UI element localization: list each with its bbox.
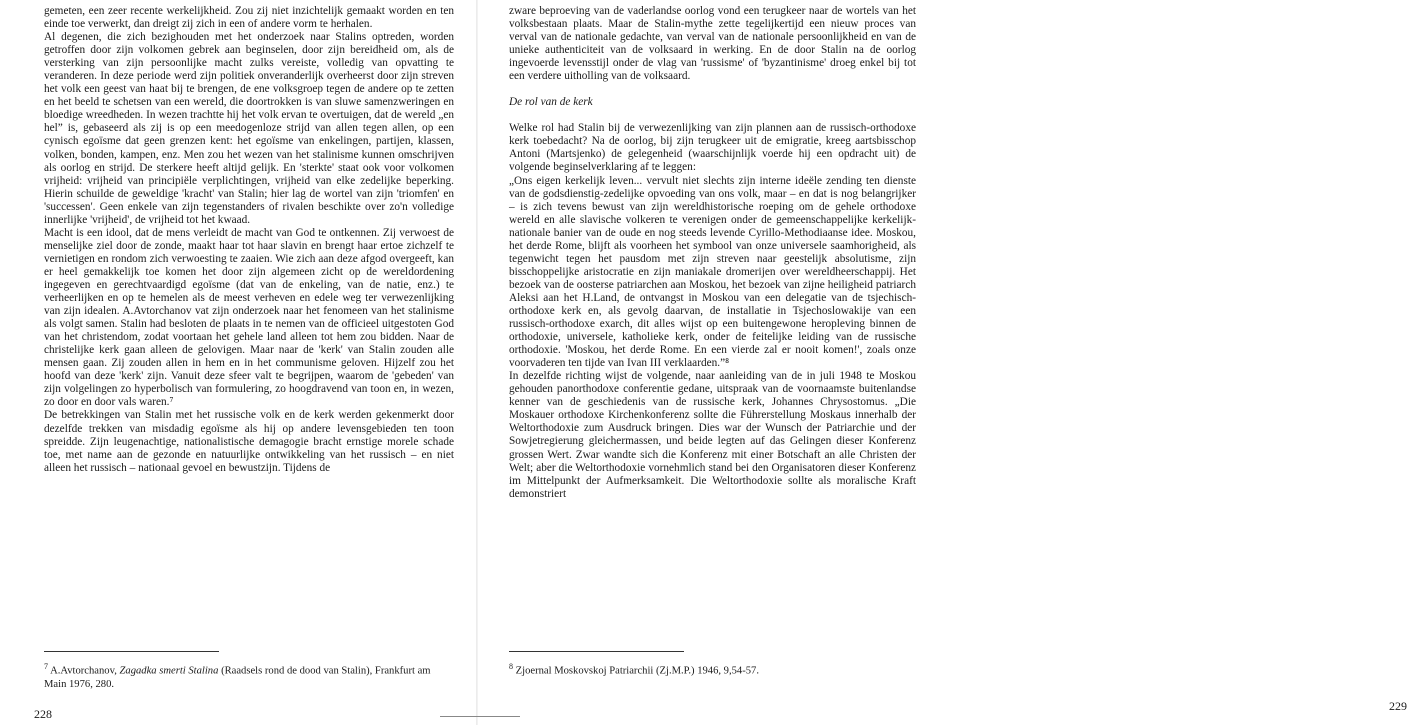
footnote-divider bbox=[44, 651, 219, 652]
section-heading: De rol van de kerk bbox=[509, 96, 593, 109]
paragraph: In dezelfde richting wijst de volgende, naar aanleiding van de in juli 1948 te Moskou gehouden panorthodoxe conferentie gedane, uitspraak van de voornaamste buitenlandse kenner van de geschiedenis van de russische kerk, Johannes Chrysostomus. „Die Moskauer orthodoxe Kirchenkonferenz sollte die Führerstellung Moskaus innerhalb der Weltorthodoxie zum Ausdruck bringen. Dies war der Wunsch der Patriarchie und der Sowjetregierung gleichermassen, und beide legten auf das Gelingen dieser Konferenz grossen Wert. Zwar wandte sich die Konferenz mit einer Botschaft an alle Christen der Welt; aber die Weltorthodoxie vornehmlich stand bei den Organisatoren dieser Konferenz im Mittelpunkt der Aufmerksamkeit. Die Weltorthodoxie sollte als moralische Kraft demonstriert bbox=[509, 370, 916, 500]
footnote bbox=[509, 660, 916, 678]
paragraph: gemeten, een zeer recente werkelijkheid. Zou zij niet inzichtelijk gemaakt worden en ten einde toe verwerkt, dan dreigt zij zich in een of andere vorm te herhalen. bbox=[44, 5, 454, 31]
footnote-text: Zjoernal Moskovskoj Patriarchii (Zj.M.P.) 1946, 9,54-57. bbox=[515, 665, 759, 677]
quote-paragraph: „Ons eigen kerkelijk leven... vervult niet slechts zijn interne ideële zending ten dienste van de godsdienstig-zedelijke opvoeding van ons volk, maar – en dat is nog belangrijker – is zich tevens bewust van zijn wereldhistorische roeping om de gehele orthodoxe wereld en alle slavische volkeren te verenigen onder de gemeenschappelijke kerkelijk-nationale banier van de oude en nog steeds levende Cyrillo-Methodiaanse idee. Moskou, het derde Rome, blijft als voorheen het symbool van onze universele saamhorigheid, als tegenwicht tegen het pausdom met zijn streven naar geestelijk absolutisme, zijn bisschoppelijke aristocratie en zijn maniakale dromerijen over wereldheerschappij. Het bezoek van de oosterse patriarchen aan Moskou, het bezoek van zijne heiligheid patriarch Aleksi aan het H.Land, de ontvangst in Moskou van een delegatie van de tsjechisch-orthodoxe kerk en, als gevolg daarvan, de installatie in Tsjechoslowakije van een russisch-orthodoxe exarch, dit alles wijst op een buitengewone heropleving binnen de orthodoxie, universele, katholieke kerk, onder de feitelijke leiding van de russische orthodoxie. 'Moskou, het derde Rome. En een vierde zal er nooit komen!', zoals onze voorvaderen ten tijde van Ivan III verklaarden.”⁸ bbox=[509, 174, 916, 370]
right-page-body bbox=[509, 5, 916, 501]
footnote-title: Zagadka smerti Stalina bbox=[119, 665, 219, 677]
paragraph: zware beproeving van de vaderlandse oorlog vond een terugkeer naar de wortels van het volksbestaan plaats. Maar de Stalin-mythe zette tegelijkertijd een nieuw proces van verval van de nationale gedachte, van verval van de nationale persoonlijkheid en van de unieke authenticiteit van de volksaard in werking. En de door Stalin na de oorlog ingevoerde levensstijl onder de vlag van 'russisme' of 'byzantinisme' droeg enkel bij tot een verdere uitholling van de volksaard. bbox=[509, 5, 916, 83]
paragraph: De betrekkingen van Stalin met het russische volk en de kerk werden gekenmerkt door dezelfde trekken van misdadig egoïsme als hij op andere levensgebieden ten toon spreidde. Zijn leugenachtige, nationalistische demagogie bracht ernstige morele schade toe, met name aan de gezonde en natuurlijke ontwikkeling van het russisch – en niet alleen het russisch – nationaal gevoel en bewustzijn. Tijdens de bbox=[44, 409, 454, 474]
footnote-divider bbox=[509, 651, 684, 652]
left-page bbox=[0, 0, 478, 725]
footnote-rest: (Raadsels rond de dood van Stalin), Frankfurt am Main 1976, 280. bbox=[44, 665, 431, 690]
footnote-mark: 8 bbox=[509, 662, 513, 671]
page-number: 229 bbox=[1389, 699, 1407, 713]
footnote-author: A.Avtorchanov, bbox=[50, 665, 117, 677]
page-number: 228 bbox=[34, 707, 52, 721]
footnote bbox=[44, 660, 454, 691]
paragraph: Macht is een idool, dat de mens verleidt de macht van God te ontkennen. Zij verwoest de menselijke ziel door de zonde, maakt haar tot haar slavin en brengt haar ertoe zichzelf te vernietigen en rondom zich verwoesting te zaaien. Wie zich aan deze afgod overgeeft, kan er heel gemakkelijk toe komen het door zijn algemeen zicht op de wereldordening ingegeven en gerechtvaardigd egoïsme (dat van de enkeling, van de natie, enz.) te verheerlijken en op te hemelen als de meest verheven en edele weg ter verwezenlijking van zijn idealen. A.Avtorchanov vat zijn onderzoek naar het fenomeen van het stalinisme als volgt samen. Stalin had besloten de plaats in te nemen van de officieel uitgestoten God van het christendom, zodat voortaan het gehele land alleen tot hem zou bidden. Naar de christelijke kerk gaan alleen de gelovigen. Maar naar de 'kerk' van Stalin zouden alle mensen gaan. Zij zouden allen in hem en in het communisme geloven. Hijzelf zou het hoofd van deze 'kerk' zijn. Vanuit deze sfeer valt te begrijpen, waarom de 'gebeden' van zijn volgelingen zo hyperbolisch van formulering, zo hoogdravend van toon en, in wezen, zo door en door vals waren.⁷ bbox=[44, 226, 454, 409]
paragraph: Al degenen, die zich bezighouden met het onderzoek naar Stalins optreden, worden getroffen door zijn volkomen gebrek aan beginselen, door zijn bereidheid om, als de versterking van zijn persoonlijke macht zulks vereiste, volledig van opvatting te veranderen. In deze periode werd zijn politiek onveranderlijk overheerst door zijn streven het volk een geest van haat bij te brengen, de ene volksgroep tegen de andere op te zetten en het beeld te schetsen van een wereld, die doortrokken is van sluwe samenzweringen en bloedige wreedheden. In wezen trachtte hij het volk ervan te overtuigen, dat de wereld „en hel” is, gebaseerd als zij is op een meedogenloze strijd van allen tegen allen, op een cynisch egoïsme dat geen grenzen kent: het egoïsme van enkelingen, partijen, klassen, volken, bonden, kampen, enz. Men zou het wezen van het stalinisme kunnen omschrijven als oorlog en strijd. De sterkere heeft altijd gelijk. En 'sterkte' staat ook voor volkomen vrijheid: vrijheid van principiële verplichtingen, vrijheid van elke zedelijke beperking. Hierin schuilde de geweldige 'kracht' van Stalin; hier lag de wortel van zijn 'triomfen' en 'successen'. Geen enkele van zijn tegenstanders of rivalen beschikte over zo'n volledige innerlijke 'vrijheid', de vrijheid tot het kwaad. bbox=[44, 31, 454, 226]
scan-edge bbox=[440, 716, 520, 717]
left-page-body bbox=[44, 5, 454, 475]
paragraph: Welke rol had Stalin bij de verwezenlijking van zijn plannen aan de russisch-orthodoxe kerk toebedacht? Na de oorlog, bij zijn terugkeer uit de emigratie, kreeg aartsbisschop Antoni (Martsjenko) de gelegenheid (waarschijnlijk voerde hij een opdracht uit) de volgende beginselverklaring af te leggen: bbox=[509, 122, 916, 174]
footnote-mark: 7 bbox=[44, 662, 48, 671]
right-page bbox=[478, 0, 1407, 725]
